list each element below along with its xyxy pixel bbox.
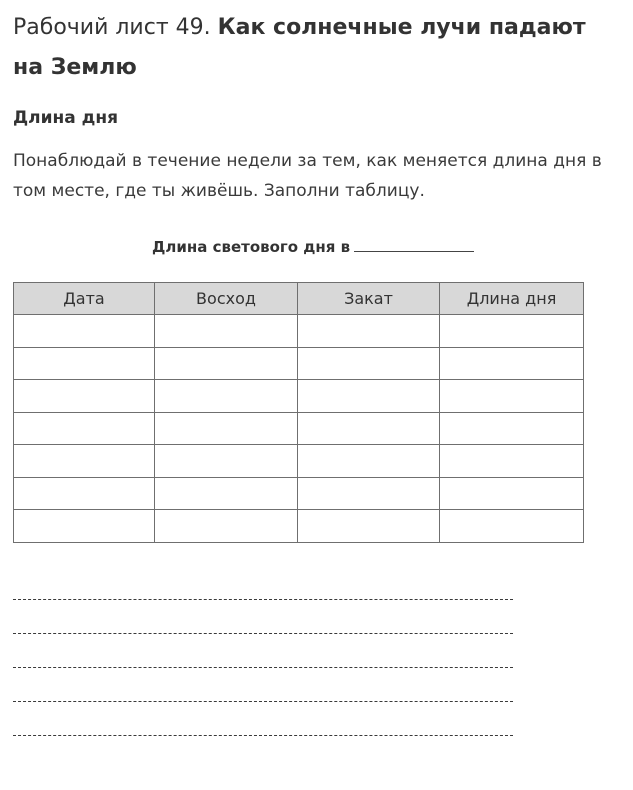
table-cell-date[interactable] [14, 412, 155, 445]
instruction-line-2: том месте, где ты живёшь. Заполни таблицу. [13, 181, 425, 201]
table-cell-sunset[interactable] [298, 477, 440, 510]
table-cell-sunset[interactable] [298, 445, 440, 478]
table-cell-sunset[interactable] [298, 380, 440, 413]
table-row [14, 412, 584, 445]
table-caption-text: Длина светового дня в [152, 238, 351, 256]
table-header-row [14, 283, 584, 315]
table-cell-date[interactable] [14, 347, 155, 380]
table-cell-day-length[interactable] [440, 510, 584, 543]
table-cell-sunset[interactable] [298, 347, 440, 380]
table-cell-sunrise[interactable] [155, 380, 298, 413]
table-row [14, 445, 584, 478]
table-row [14, 477, 584, 510]
table-cell-date[interactable] [14, 315, 155, 348]
table-row [14, 380, 584, 413]
table-cell-sunset[interactable] [298, 510, 440, 543]
table-caption [152, 238, 474, 256]
table-cell-sunrise[interactable] [155, 510, 298, 543]
table-cell-day-length[interactable] [440, 412, 584, 445]
table-cell-sunrise[interactable] [155, 347, 298, 380]
answer-line[interactable] [13, 734, 513, 736]
table-body [14, 315, 584, 543]
table-cell-sunset[interactable] [298, 412, 440, 445]
title-bold-line1: Как солнечные лучи падают [217, 15, 586, 40]
table-cell-date[interactable] [14, 445, 155, 478]
table-cell-sunrise[interactable] [155, 477, 298, 510]
table-cell-day-length[interactable] [440, 347, 584, 380]
table-cell-sunset[interactable] [298, 315, 440, 348]
table-cell-date[interactable] [14, 380, 155, 413]
table-cell-date[interactable] [14, 510, 155, 543]
column-header-sunrise: Восход [155, 283, 298, 315]
table-cell-day-length[interactable] [440, 445, 584, 478]
location-fill-line[interactable] [354, 239, 474, 252]
answer-line[interactable] [13, 632, 513, 634]
table-cell-day-length[interactable] [440, 477, 584, 510]
column-header-date: Дата [14, 283, 155, 315]
title-bold-line2: на Землю [13, 55, 137, 80]
table-row [14, 315, 584, 348]
table-cell-day-length[interactable] [440, 380, 584, 413]
table-row [14, 347, 584, 380]
table-cell-sunrise[interactable] [155, 445, 298, 478]
answer-line[interactable] [13, 666, 513, 668]
table-row [14, 510, 584, 543]
instruction-line-1: Понаблюдай в течение недели за тем, как меняется длина дня в [13, 151, 602, 171]
answer-line[interactable] [13, 598, 513, 600]
instructions [13, 146, 633, 206]
section-subtitle: Длина дня [13, 108, 119, 128]
answer-line[interactable] [13, 700, 513, 702]
page-title [13, 8, 613, 88]
table-cell-sunrise[interactable] [155, 315, 298, 348]
daylight-table [13, 282, 584, 543]
column-header-day-length: Длина дня [440, 283, 584, 315]
table-cell-sunrise[interactable] [155, 412, 298, 445]
title-prefix: Рабочий лист 49. [13, 15, 218, 40]
column-header-sunset: Закат [298, 283, 440, 315]
table-cell-date[interactable] [14, 477, 155, 510]
answer-lines [13, 598, 513, 768]
table-cell-day-length[interactable] [440, 315, 584, 348]
